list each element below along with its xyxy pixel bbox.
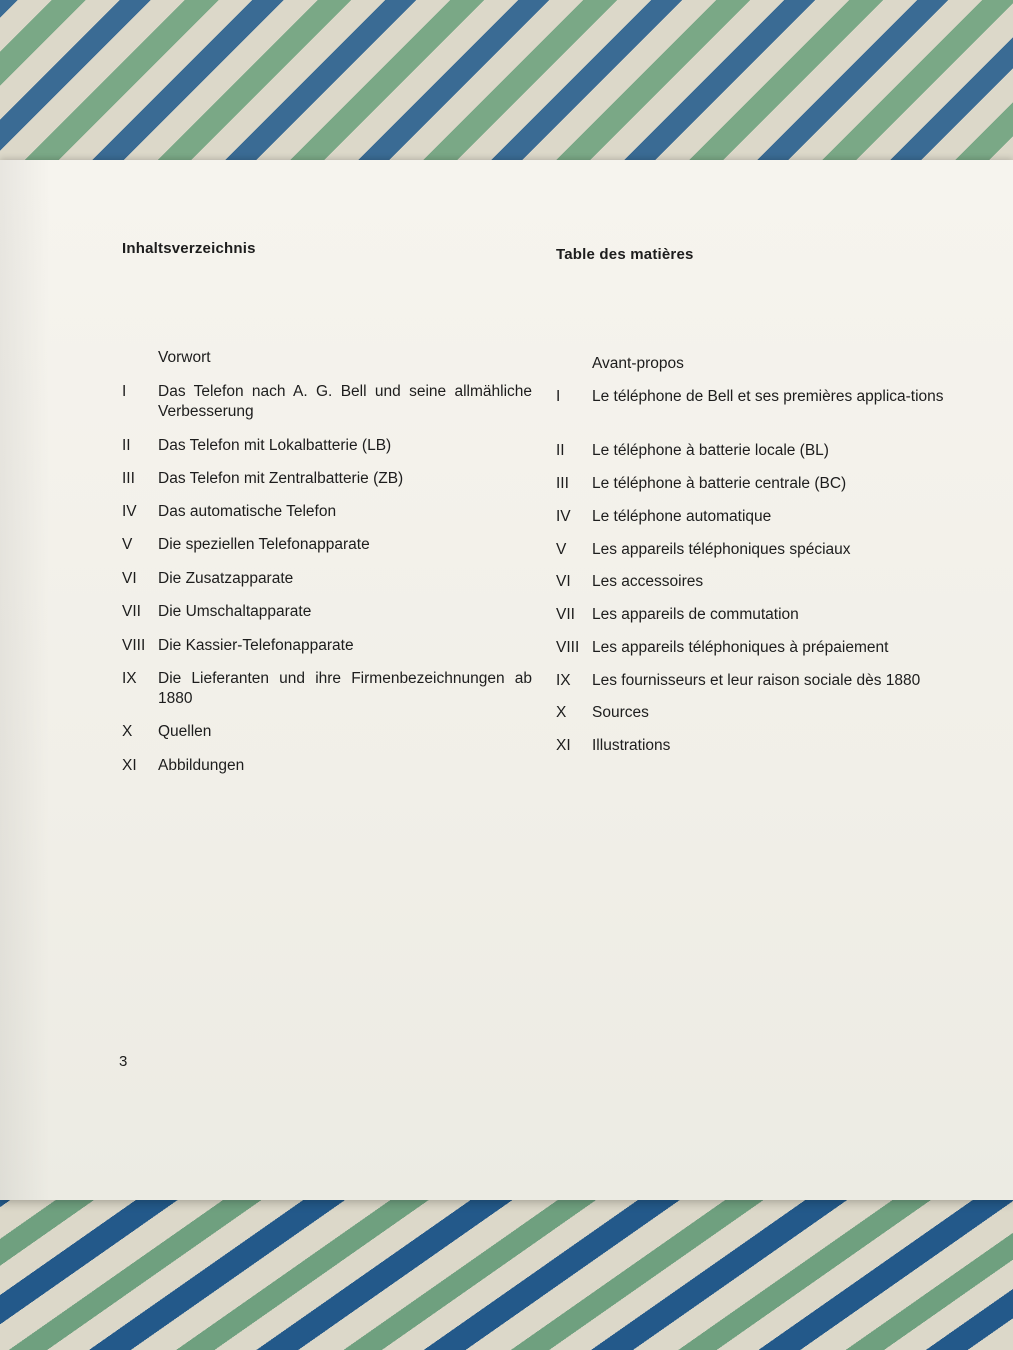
entry-title: Das Telefon mit Zentralbatterie (ZB) bbox=[158, 470, 404, 487]
entry-title: Die speziellen Telefonapparate bbox=[158, 536, 370, 553]
french-toc-entry bbox=[556, 671, 956, 691]
german-toc-entry bbox=[122, 535, 532, 555]
german-toc-entry bbox=[122, 669, 532, 709]
entry-title: Les accessoires bbox=[592, 573, 704, 590]
entry-title: Das automatische Telefon bbox=[158, 503, 337, 520]
entry-number: III bbox=[556, 475, 569, 492]
entry-number: II bbox=[556, 442, 565, 459]
entry-number: III bbox=[122, 470, 135, 487]
french-toc-entry bbox=[556, 703, 956, 723]
entry-number: VII bbox=[122, 603, 141, 620]
german-toc-entry bbox=[122, 469, 532, 489]
entry-title: Vorwort bbox=[158, 349, 211, 366]
entry-title: Les appareils téléphoniques spéciaux bbox=[592, 541, 851, 558]
entry-number: V bbox=[122, 536, 133, 553]
french-toc-heading: Table des matières bbox=[556, 246, 694, 263]
entry-title: Le téléphone de Bell et ses premières applica-tions bbox=[592, 388, 944, 405]
entry-title: Das Telefon nach A. G. Bell und seine allmähliche Verbesserung bbox=[158, 383, 532, 420]
entry-number: X bbox=[556, 704, 567, 721]
entry-title: Quellen bbox=[158, 723, 212, 740]
french-toc-entry bbox=[556, 507, 956, 527]
french-toc-column bbox=[556, 246, 956, 754]
entry-title: Le téléphone à batterie centrale (BC) bbox=[592, 475, 847, 492]
entry-title: Die Lieferanten und ihre Firmenbezeichnungen ab 1880 bbox=[158, 670, 532, 707]
entry-title: Les appareils téléphoniques à prépaiement bbox=[592, 639, 889, 656]
german-toc-entry bbox=[122, 348, 532, 368]
entry-number: II bbox=[122, 437, 131, 454]
entry-number: I bbox=[122, 383, 127, 400]
entry-number: VI bbox=[556, 573, 571, 590]
french-toc-entry bbox=[556, 354, 956, 374]
german-toc-entry bbox=[122, 636, 532, 656]
entry-title: Die Kassier-Telefonapparate bbox=[158, 637, 354, 654]
german-toc-column bbox=[122, 240, 532, 774]
entry-number: XI bbox=[556, 737, 571, 754]
german-toc-entry bbox=[122, 382, 532, 422]
entry-title: Le téléphone automatique bbox=[592, 508, 772, 525]
german-toc-entry bbox=[122, 756, 532, 776]
french-toc-entry bbox=[556, 605, 956, 625]
entry-number: VI bbox=[122, 570, 137, 587]
french-toc-entry bbox=[556, 638, 956, 658]
entry-number: VIII bbox=[122, 637, 146, 654]
entry-title: Les fournisseurs et leur raison sociale dès 1880 bbox=[592, 672, 921, 689]
entry-number: IX bbox=[556, 672, 571, 689]
french-toc-entry bbox=[556, 572, 956, 592]
entry-title: Le téléphone à batterie locale (BL) bbox=[592, 442, 829, 459]
french-toc-entry bbox=[556, 441, 956, 461]
entry-title: Sources bbox=[592, 704, 649, 721]
german-toc-heading: Inhaltsverzeichnis bbox=[122, 240, 256, 257]
german-toc-entry bbox=[122, 569, 532, 589]
entry-number: XI bbox=[122, 757, 137, 774]
french-toc-entry bbox=[556, 540, 956, 560]
entry-number: I bbox=[556, 388, 561, 405]
tablecloth-background-bottom bbox=[0, 1195, 1013, 1350]
book-page bbox=[0, 160, 1013, 1200]
entry-title: Avant-propos bbox=[592, 355, 684, 372]
page-fold-shadow bbox=[0, 160, 50, 1200]
french-toc-entry bbox=[556, 387, 956, 407]
french-toc-entry bbox=[556, 474, 956, 494]
german-toc-entry bbox=[122, 502, 532, 522]
entry-title: Die Zusatzapparate bbox=[158, 570, 294, 587]
entry-number: IV bbox=[556, 508, 571, 525]
entry-title: Das Telefon mit Lokalbatterie (LB) bbox=[158, 437, 392, 454]
german-toc-entry bbox=[122, 436, 532, 456]
entry-title: Die Umschaltapparate bbox=[158, 603, 312, 620]
entry-number: IX bbox=[122, 670, 137, 687]
entry-number: VII bbox=[556, 606, 575, 623]
entry-title: Abbildungen bbox=[158, 757, 245, 774]
entry-number: V bbox=[556, 541, 567, 558]
entry-number: VIII bbox=[556, 639, 580, 656]
german-toc-entry bbox=[122, 722, 532, 742]
entry-title: Les appareils de commutation bbox=[592, 606, 799, 623]
entry-number: X bbox=[122, 723, 133, 740]
french-toc-entry bbox=[556, 736, 956, 756]
entry-title: Illustrations bbox=[592, 737, 671, 754]
tablecloth-background-top bbox=[0, 0, 1013, 170]
page-number: 3 bbox=[119, 1053, 128, 1070]
entry-number: IV bbox=[122, 503, 137, 520]
german-toc-entry bbox=[122, 602, 532, 622]
